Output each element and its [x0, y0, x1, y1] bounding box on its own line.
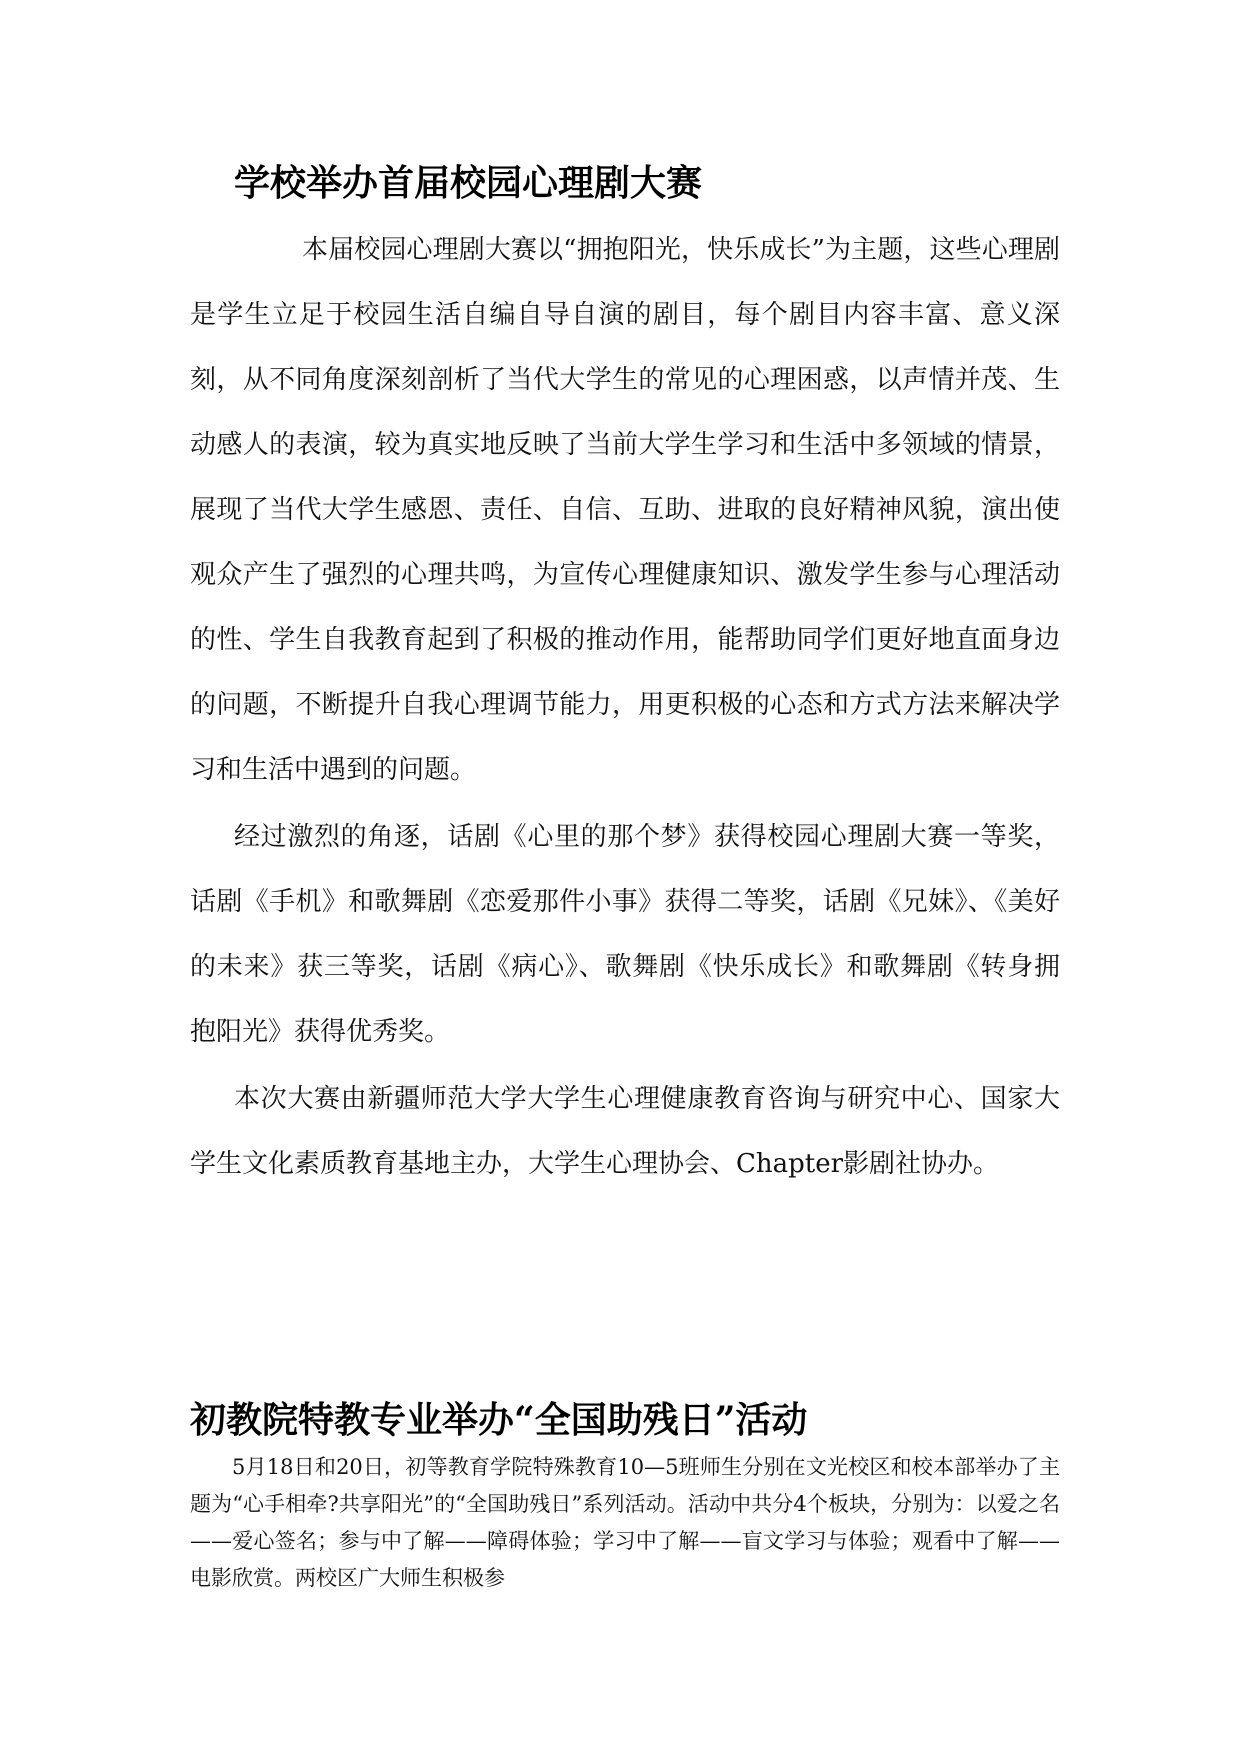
- article-title: 初教院特教专业举办“全国助残日”活动: [190, 1399, 808, 1441]
- article-psych-drama: [190, 158, 1060, 1197]
- paragraph: 本次大赛由新疆师范大学大学生心理健康教育咨询与研究中心、国家大学生文化素质教育基地主办，大学生心理协会、Chapter影剧社协办。: [190, 1084, 1060, 1179]
- article-title: 学校举办首届校园心理剧大赛: [234, 162, 703, 204]
- article-body: [190, 218, 1060, 1197]
- paragraph: 本届校园心理剧大赛以“拥抱阳光，快乐成长”为主题，这些心理剧是学生立足于校园生活自编自导自演的剧目，每个剧目内容丰富、意义深刻，从不同角度深刻剖析了当代大学生的常见的心理困惑，以声情并茂、生动感人的表演，较为真实地反映了当前大学生学习和生活中多领域的情景，展现了当代大学生感恩、责任、自信、互助、进取的良好精神风貌，演出使观众产生了强烈的心理共鸣，为宣传心理健康知识、激发学生参与心理活动的性、学生自我教育起到了积极的推动作用，能帮助同学们更好地直面身边的问题，不断提升自我心理调节能力，用更积极的心态和方式方法来解决学习和生活中遇到的问题。: [190, 235, 1060, 785]
- paragraph: 经过激烈的角逐，话剧《心里的那个梦》获得校园心理剧大赛一等奖，话剧《手机》和歌舞剧《恋爱那件小事》获得二等奖，话剧《兄妹》、《美好的未来》获三等奖，话剧《病心》、歌舞剧《快乐成长》和歌舞剧《转身拥抱阳光》获得优秀奖。: [190, 822, 1060, 1047]
- article-body: [190, 1449, 1060, 1597]
- paragraph: 5月18日和20日，初等教育学院特殊教育10—5班师生分别在文光校区和校本部举办了主题为“心手相牵?共享阳光”的“全国助残日”系列活动。活动中共分4个板块，分别为：以爱之名——爱心签名；参与中了解——障碍体验；学习中了解——盲文学习与体验；观看中了解——电影欣赏。两校区广大师生积极参: [190, 1455, 1060, 1590]
- article-disability-day: [190, 1395, 1060, 1597]
